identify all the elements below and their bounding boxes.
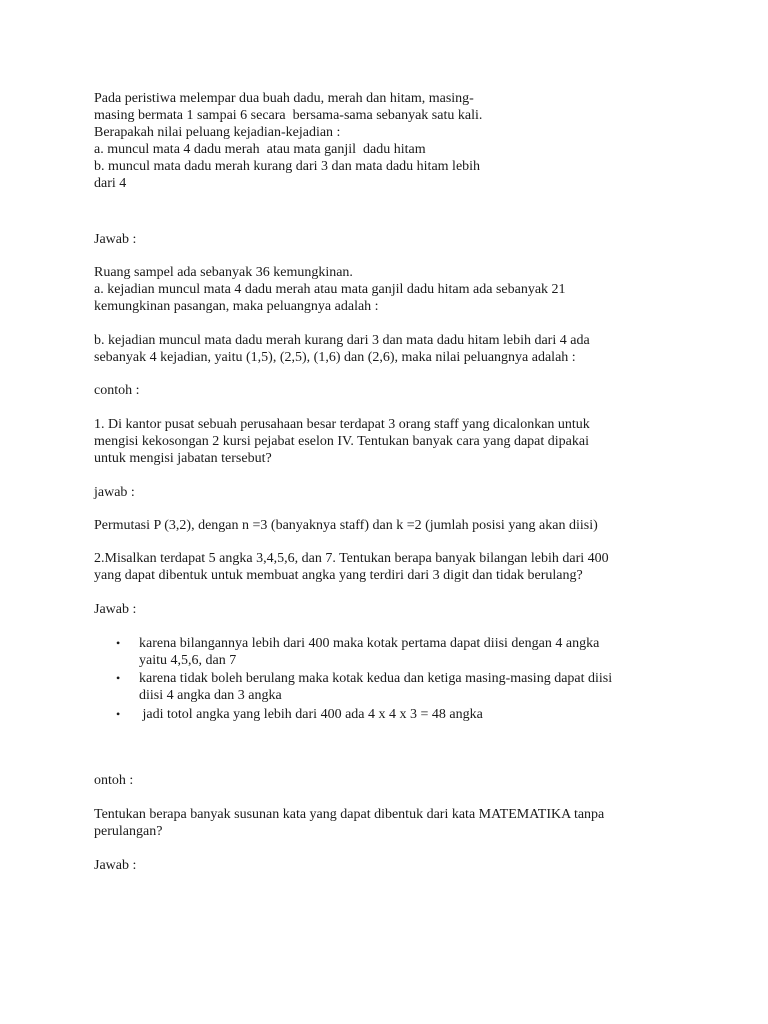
bullet-2-line-2: diisi 4 angka dan 3 angka [139,688,282,703]
question-line-6: dari 4 [94,176,127,191]
bullet-3-icon: • [116,707,121,721]
example3-question-line-2: perulangan? [94,824,163,839]
example1-question-line-2: mengisi kekosongan 2 kursi pejabat eselon IV. Tentukan banyak cara yang dapat dipakai [94,434,589,449]
answer1-part-b-line-2: sebanyak 4 kejadian, yaitu (1,5), (2,5), (1,6) dan (2,6), maka nilai peluangnya adalah : [94,350,576,365]
example3-answer-label: Jawab : [94,858,137,873]
question-line-5: b. muncul mata dadu merah kurang dari 3 dan mata dadu hitam lebih [94,159,481,174]
example1-answer-label: jawab : [94,485,135,500]
bullet-2-line-1: karena tidak boleh berulang maka kotak kedua dan ketiga masing-masing dapat diisi [139,671,613,686]
example1-answer: Permutasi P (3,2), dengan n =3 (banyaknya staff) dan k =2 (jumlah posisi yang akan diisi) [94,518,598,533]
question-line-1: Pada peristiwa melempar dua buah dadu, merah dan hitam, masing- [94,91,474,106]
question-line-2: masing bermata 1 sampai 6 secara bersama-sama sebanyak satu kali. [94,108,483,123]
example3-question-line-1: Tentukan berapa banyak susunan kata yang dapat dibentuk dari kata MATEMATIKA tanpa [94,807,605,822]
answer1-part-a-line-1: a. kejadian muncul mata 4 dadu merah atau mata ganjil dadu hitam ada sebanyak 21 [94,282,566,297]
bullet-2-icon: • [116,671,121,685]
example1-question-line-1: 1. Di kantor pusat sebuah perusahaan besar terdapat 3 orang staff yang dicalonkan untuk [94,417,590,432]
example2-question-line-1: 2.Misalkan terdapat 5 angka 3,4,5,6, dan 7. Tentukan berapa banyak bilangan lebih dari 400 [94,551,609,566]
bullet-1-line-1: karena bilangannya lebih dari 400 maka kotak pertama dapat diisi dengan 4 angka [139,636,600,651]
bullet-3-line-1: jadi totol angka yang lebih dari 400 ada 4 x 4 x 3 = 48 angka [139,707,483,722]
example3-label: ontoh : [94,773,134,788]
example1-label: contoh : [94,383,140,398]
example2-question-line-2: yang dapat dibentuk untuk membuat angka yang terdiri dari 3 digit dan tidak berulang? [94,568,583,583]
answer1-sample-space: Ruang sampel ada sebanyak 36 kemungkinan. [94,265,353,280]
answer1-part-b-line-1: b. kejadian muncul mata dadu merah kurang dari 3 dan mata dadu hitam lebih dari 4 ada [94,333,590,348]
question-line-3: Berapakah nilai peluang kejadian-kejadian : [94,125,341,140]
bullet-1-line-2: yaitu 4,5,6, dan 7 [139,653,237,668]
example1-question-line-3: untuk mengisi jabatan tersebut? [94,451,272,466]
answer1-label: Jawab : [94,232,137,247]
question-line-4: a. muncul mata 4 dadu merah atau mata ganjil dadu hitam [94,142,426,157]
example2-answer-label: Jawab : [94,602,137,617]
answer1-part-a-line-2: kemungkinan pasangan, maka peluangnya adalah : [94,299,379,314]
bullet-1-icon: • [116,636,121,650]
